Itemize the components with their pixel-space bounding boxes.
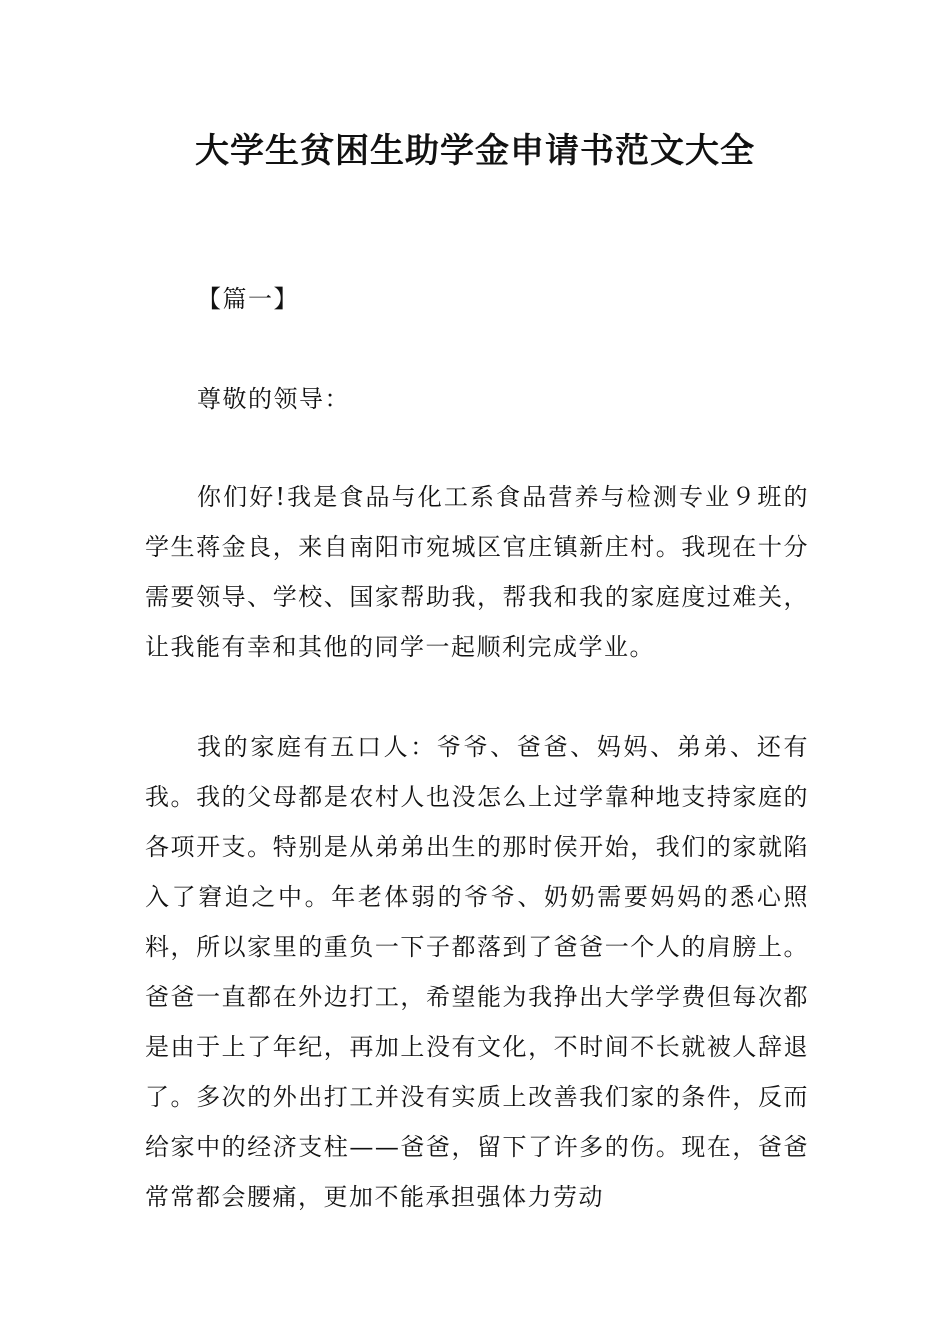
salutation: 尊敬的领导：: [197, 385, 350, 413]
body-paragraph-2: 我的家庭有五口人：爷爷、爸爸、妈妈、弟弟、还有我。我的父母都是农村人也没怎么上过学靠种地支持家庭的各项开支。特别是从弟弟出生的那时侯开始，我们的家就陷入了窘迫之中。年老体弱的爷爷、奶奶需要妈妈的悉心照料，所以家里的重负一下子都落到了爸爸一个人的肩膀上。爸爸一直都在外边打工，希望能为我挣出大学学费但每次都是由于上了年纪，再加上没有文化，不时间不长就被人辞退了。多次的外出打工并没有实质上改善我们家的条件，反而给家中的经济支柱——爸爸，留下了许多的伤。现在，爸爸常常都会腰痛，更加不能承担强体力劳动: [145, 733, 809, 1211]
document-title: 大学生贫困生助学金申请书范文大全: [195, 131, 755, 171]
section-label: 【篇一】: [197, 285, 299, 313]
body-paragraph-1: 你们好!我是食品与化工系食品营养与检测专业９班的学生蒋金良，来自南阳市宛城区官庄镇新庄村。我现在十分需要领导、学校、国家帮助我，帮我和我的家庭度过难关，让我能有幸和其他的同学一起顺利完成学业。: [145, 483, 809, 661]
